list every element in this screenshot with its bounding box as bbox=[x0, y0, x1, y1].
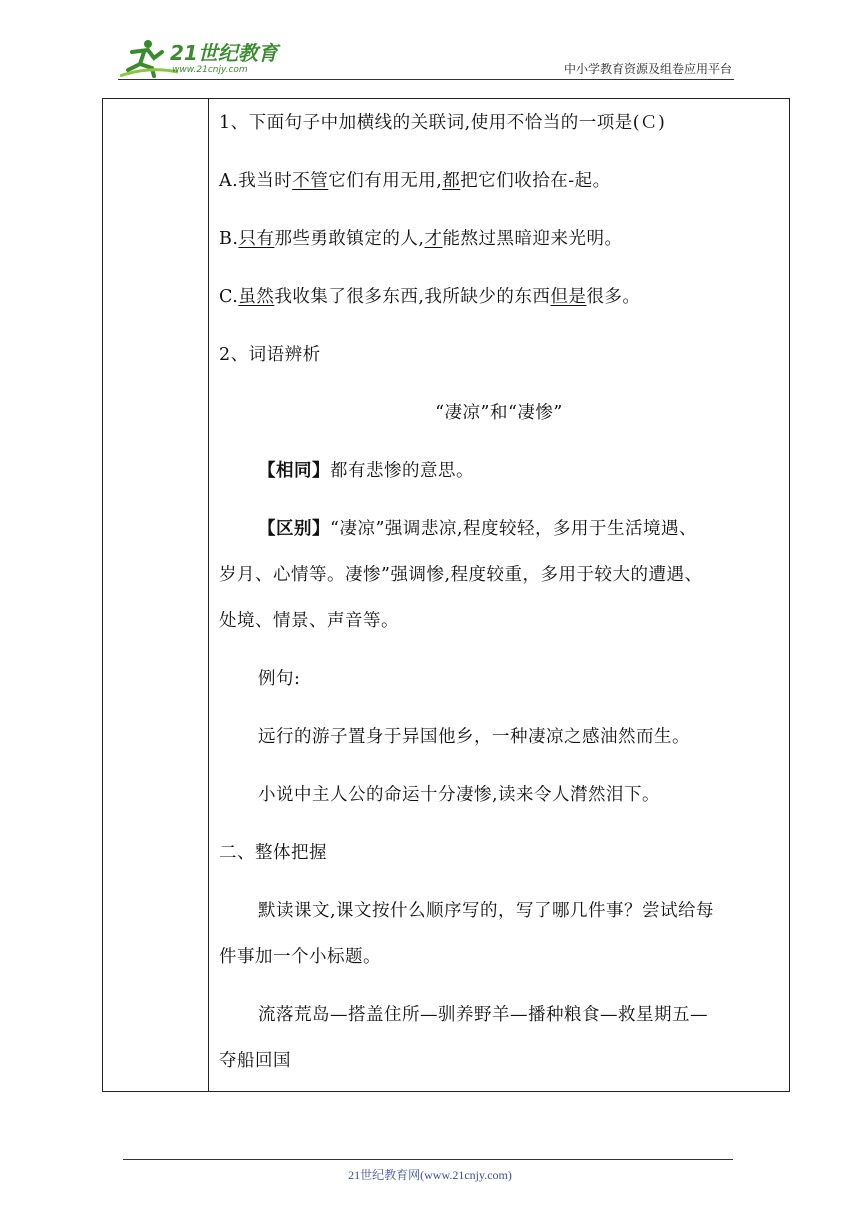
table-content-column bbox=[209, 99, 789, 1091]
question-1-option-b bbox=[219, 229, 623, 249]
lesson-table bbox=[102, 98, 790, 1092]
option-c-underlined-2: 但是 bbox=[550, 287, 587, 307]
svg-text:www.21cnjy.com: www.21cnjy.com bbox=[172, 65, 248, 75]
option-b-middle: 那些勇敢镇定的人, bbox=[274, 229, 425, 249]
question-2-title: 2、词语辨析 bbox=[219, 345, 321, 365]
option-b-underlined-1: 只有 bbox=[238, 229, 275, 249]
task-line-2: 件事加一个小标题。 bbox=[219, 947, 381, 967]
example-sentence-1: 远行的游子置身于异国他乡，一种凄凉之感油然而生。 bbox=[258, 727, 690, 747]
option-a-underlined-1: 不管 bbox=[292, 171, 329, 191]
word-comparison-title: “凄凉”和“凄惨” bbox=[435, 403, 563, 423]
option-b-suffix: 能熬过黑暗迎来光明。 bbox=[442, 229, 623, 249]
difference-label: 【区别】 bbox=[258, 519, 330, 539]
option-a-middle: 它们有用无用, bbox=[328, 171, 443, 191]
option-a-underlined-2: 都 bbox=[442, 171, 461, 191]
similarity-label: 【相同】 bbox=[258, 461, 330, 481]
task-line-1: 默读课文,课文按什么顺序写的，写了哪几件事？尝试给每 bbox=[258, 901, 715, 921]
footer-divider bbox=[123, 1159, 733, 1160]
option-b-prefix: B. bbox=[219, 229, 239, 249]
page-header bbox=[0, 0, 860, 90]
question-1-stem: 1、下面句子中加横线的关联词,使用不恰当的一项是(Ｃ) bbox=[219, 113, 666, 133]
table-left-column bbox=[103, 99, 209, 1091]
similarity-line bbox=[258, 461, 474, 481]
platform-name: 中小学教育资源及组卷应用平台 bbox=[563, 62, 732, 76]
answer-line-1: 流落荒岛—搭盖住所—驯养野羊—播种粮食—救星期五— bbox=[258, 1005, 708, 1025]
header-divider bbox=[118, 79, 734, 80]
footer-text: 21世纪教育网(www.21cnjy.com) bbox=[348, 1168, 512, 1182]
option-b-underlined-2: 才 bbox=[424, 229, 443, 249]
option-c-suffix: 很多。 bbox=[586, 287, 641, 307]
question-1-option-a bbox=[219, 171, 611, 191]
svg-text:21世纪教育: 21世纪教育 bbox=[170, 41, 278, 65]
section-2-title: 二、整体把握 bbox=[219, 843, 327, 863]
example-label: 例句: bbox=[258, 669, 301, 689]
difference-line-3: 处境、情景、声音等。 bbox=[219, 611, 399, 631]
answer-line-2: 夺船回国 bbox=[219, 1051, 291, 1071]
difference-line-1 bbox=[258, 519, 697, 539]
option-a-prefix: A.我当时 bbox=[219, 171, 293, 191]
option-c-underlined-1: 虽然 bbox=[238, 287, 275, 307]
example-sentence-2: 小说中主人公的命运十分凄惨,读来令人潸然泪下。 bbox=[258, 785, 661, 805]
question-1-option-c bbox=[219, 287, 640, 307]
difference-line-2: 岁月、心情等。凄惨”强调惨,程度较重，多用于较大的遭遇、 bbox=[219, 565, 703, 585]
similarity-text: 都有悲惨的意思。 bbox=[330, 461, 474, 481]
option-c-prefix: C. bbox=[219, 287, 239, 307]
logo-21cnjy bbox=[118, 36, 288, 78]
option-c-middle: 我收集了很多东西,我所缺少的东西 bbox=[274, 287, 551, 307]
option-a-suffix: 把它们收拾在-起。 bbox=[460, 171, 611, 191]
difference-text-1: “凄凉”强调悲凉,程度较轻，多用于生活境遇、 bbox=[330, 519, 697, 539]
